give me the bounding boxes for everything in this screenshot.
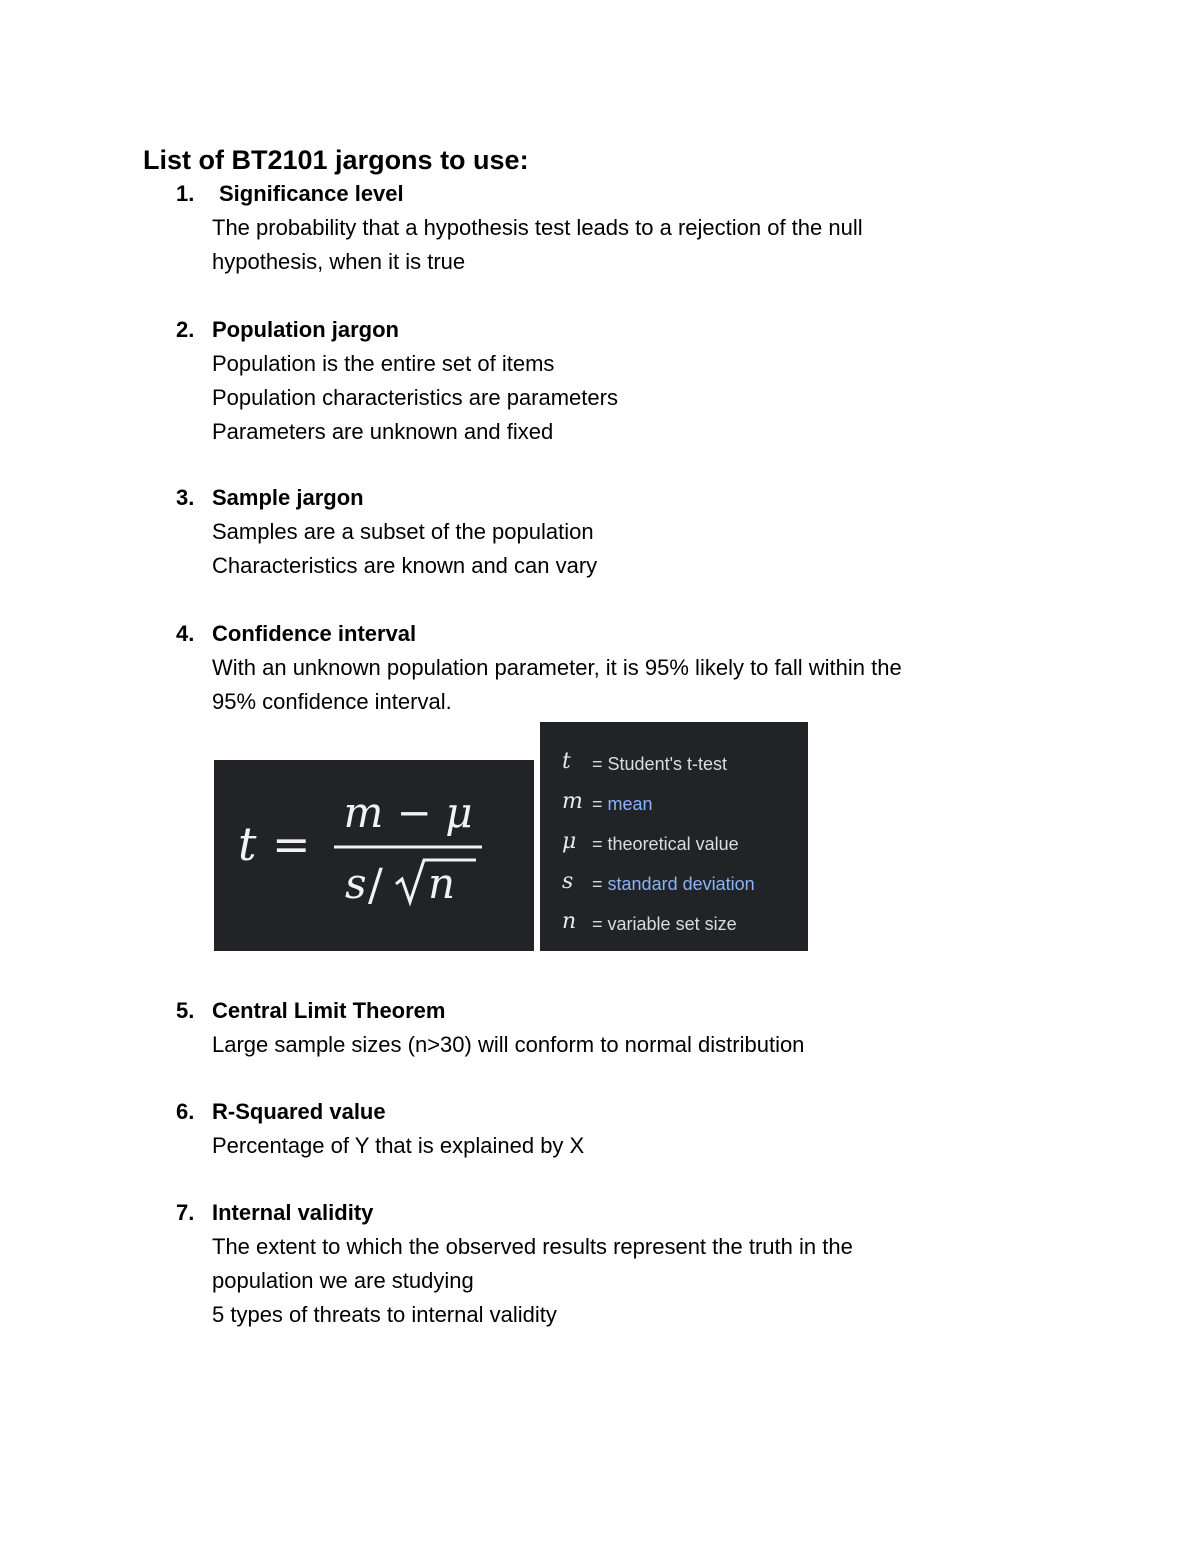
t-test-formula-image <box>214 760 534 951</box>
page-title: List of BT2101 jargons to use: <box>143 145 529 175</box>
item-text-line: Large sample sizes (n>30) will conform to normal distribution <box>212 1032 805 1057</box>
item-text-line: Percentage of Y that is explained by X <box>212 1133 585 1158</box>
item-text-line: With an unknown population parameter, it is 95% likely to fall within the <box>212 655 902 680</box>
item-heading: Internal validity <box>212 1200 374 1225</box>
item-number: 6. <box>176 1099 195 1124</box>
formula-equals: = <box>272 817 311 871</box>
item-text-line: Population is the entire set of items <box>212 351 555 376</box>
item-text-line: Population characteristics are parameters <box>212 385 618 410</box>
legend-definition-link[interactable]: standard deviation <box>607 874 755 894</box>
legend-symbol: μ <box>562 829 577 854</box>
formula-t: t <box>238 817 257 871</box>
legend-symbol: n <box>562 909 577 934</box>
legend-eq: = <box>592 874 603 894</box>
legend-eq: = <box>592 834 603 854</box>
formula-numerator: m − μ <box>343 788 473 837</box>
formula-n: n <box>428 859 456 908</box>
legend-eq: = <box>592 754 603 774</box>
item-text-line: 95% confidence interval. <box>212 689 452 714</box>
legend-row <box>540 782 808 822</box>
item-number: 3. <box>176 485 195 510</box>
legend-symbol: s <box>562 869 574 894</box>
legend-row <box>540 902 808 942</box>
legend-definition: Student's t-test <box>607 754 728 774</box>
item-heading: R-Squared value <box>212 1099 386 1124</box>
item-number: 2. <box>176 317 195 342</box>
item-text-line: The probability that a hypothesis test leads to a rejection of the null <box>212 215 863 240</box>
t-test-formula <box>214 760 534 951</box>
item-heading: Population jargon <box>212 317 399 342</box>
formula-slash: / <box>368 860 383 911</box>
legend-eq: = <box>592 794 603 814</box>
item-number: 4. <box>176 621 195 646</box>
item-heading: Significance level <box>219 181 404 206</box>
item-text-line: Parameters are unknown and fixed <box>212 419 554 444</box>
item-number: 1. <box>176 181 195 206</box>
item-text-line: population we are studying <box>212 1268 474 1293</box>
item-text-line: hypothesis, when it is true <box>212 249 466 274</box>
item-heading: Central Limit Theorem <box>212 998 446 1023</box>
legend-row <box>540 822 808 862</box>
item-text-line: Samples are a subset of the population <box>212 519 594 544</box>
legend-row <box>540 862 808 902</box>
item-number: 7. <box>176 1200 195 1225</box>
item-text-line: The extent to which the observed results represent the truth in the <box>212 1234 853 1259</box>
item-text-line: 5 types of threats to internal validity <box>212 1302 557 1327</box>
item-text-line: Characteristics are known and can vary <box>212 553 598 578</box>
legend-row <box>540 742 808 782</box>
legend-definition: variable set size <box>607 914 737 934</box>
item-number: 5. <box>176 998 195 1023</box>
item-heading: Confidence interval <box>212 621 417 646</box>
t-test-legend-image <box>540 722 808 951</box>
formula-s: s <box>345 859 367 908</box>
legend-definition: theoretical value <box>607 834 739 854</box>
legend-symbol: m <box>562 789 583 814</box>
legend-eq: = <box>592 914 603 934</box>
item-heading: Sample jargon <box>212 485 364 510</box>
legend-symbol: t <box>562 749 571 774</box>
legend-definition-link[interactable]: mean <box>607 794 653 814</box>
